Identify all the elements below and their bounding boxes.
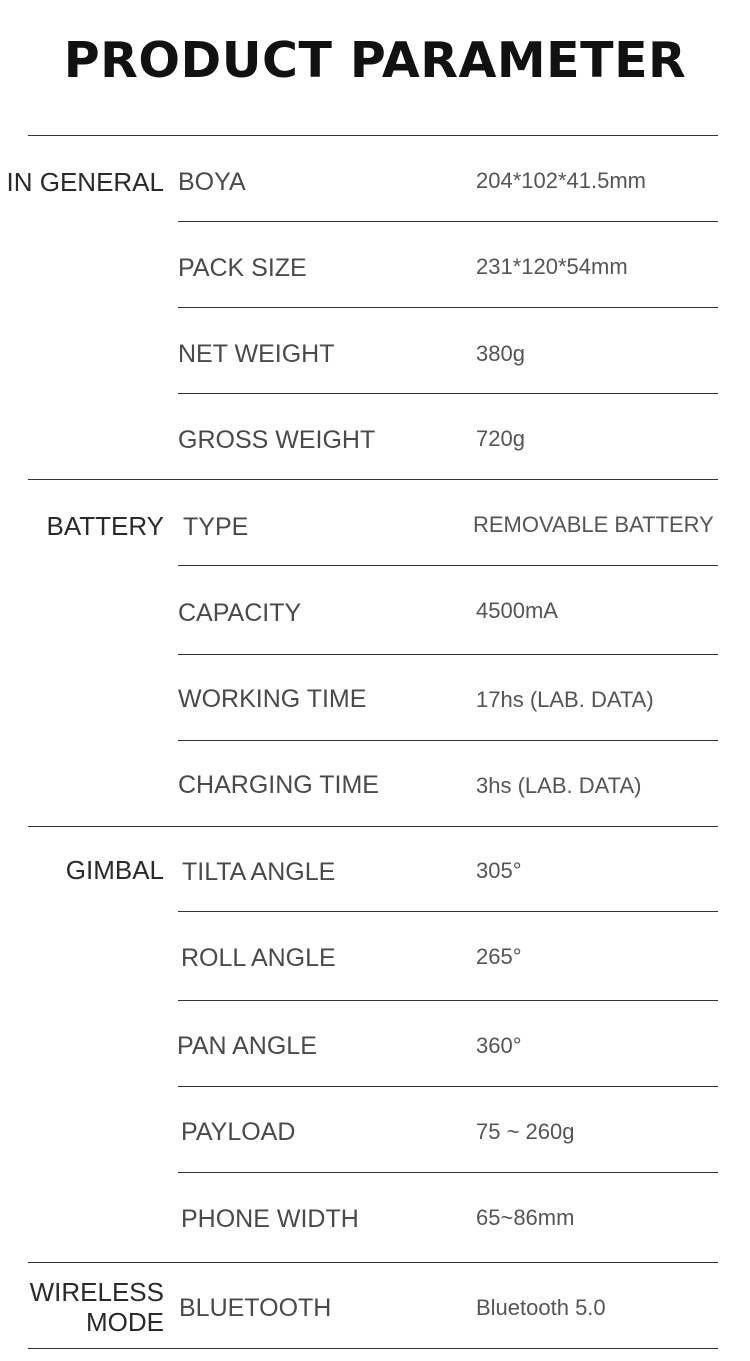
row-divider bbox=[178, 1000, 718, 1001]
param-label: NET WEIGHT bbox=[178, 340, 335, 368]
param-value: Bluetooth 5.0 bbox=[476, 1295, 606, 1320]
row-divider bbox=[178, 911, 718, 912]
param-value: 204*102*41.5mm bbox=[476, 168, 647, 193]
param-value: 65~86mm bbox=[476, 1205, 575, 1230]
param-value: 4500mA bbox=[476, 598, 558, 623]
param-label: PACK SIZE bbox=[178, 254, 307, 282]
param-value: REMOVABLE BATTERY bbox=[473, 512, 714, 537]
param-label: BOYA bbox=[178, 168, 246, 196]
section-divider bbox=[28, 135, 718, 136]
category-line: WIRELESS bbox=[29, 1277, 164, 1307]
param-value: 17hs (LAB. DATA) bbox=[476, 687, 654, 712]
param-value: 3hs (LAB. DATA) bbox=[476, 773, 642, 798]
row-divider bbox=[178, 565, 718, 566]
row-divider bbox=[178, 740, 718, 741]
param-value: 231*120*54mm bbox=[476, 254, 628, 279]
param-label: BLUETOOTH bbox=[179, 1294, 332, 1322]
category-wireless-mode bbox=[30, 1277, 164, 1337]
section-divider bbox=[28, 1348, 718, 1349]
page-title: PRODUCT PARAMETER bbox=[63, 32, 687, 89]
param-value: 720g bbox=[476, 426, 525, 451]
section-divider bbox=[28, 826, 718, 827]
section-divider bbox=[28, 479, 718, 480]
row-divider bbox=[178, 1172, 718, 1173]
param-label: PHONE WIDTH bbox=[181, 1205, 359, 1233]
row-divider bbox=[178, 1086, 718, 1087]
param-label: ROLL ANGLE bbox=[181, 944, 336, 972]
param-label: TILTA ANGLE bbox=[182, 858, 336, 886]
section-divider bbox=[28, 1262, 718, 1263]
category-battery: BATTERY bbox=[46, 511, 164, 541]
row-divider bbox=[178, 221, 718, 222]
category-gimbal: GIMBAL bbox=[65, 855, 164, 885]
param-label: WORKING TIME bbox=[178, 685, 367, 713]
row-divider bbox=[178, 307, 718, 308]
category-line: MODE bbox=[86, 1307, 164, 1337]
category-in-general: IN GENERAL bbox=[6, 167, 164, 197]
param-label: GROSS WEIGHT bbox=[178, 426, 376, 454]
param-label: CAPACITY bbox=[178, 599, 302, 627]
param-value: 305° bbox=[476, 858, 522, 883]
param-value: 360° bbox=[476, 1033, 522, 1058]
param-value: 265° bbox=[476, 944, 522, 969]
param-value: 75 ~ 260g bbox=[476, 1119, 575, 1144]
param-label: PAN ANGLE bbox=[177, 1032, 317, 1060]
param-value: 380g bbox=[476, 341, 525, 366]
param-label: CHARGING TIME bbox=[178, 771, 379, 799]
param-label: TYPE bbox=[183, 513, 249, 541]
row-divider bbox=[178, 393, 718, 394]
row-divider bbox=[178, 654, 718, 655]
param-label: PAYLOAD bbox=[181, 1118, 296, 1146]
